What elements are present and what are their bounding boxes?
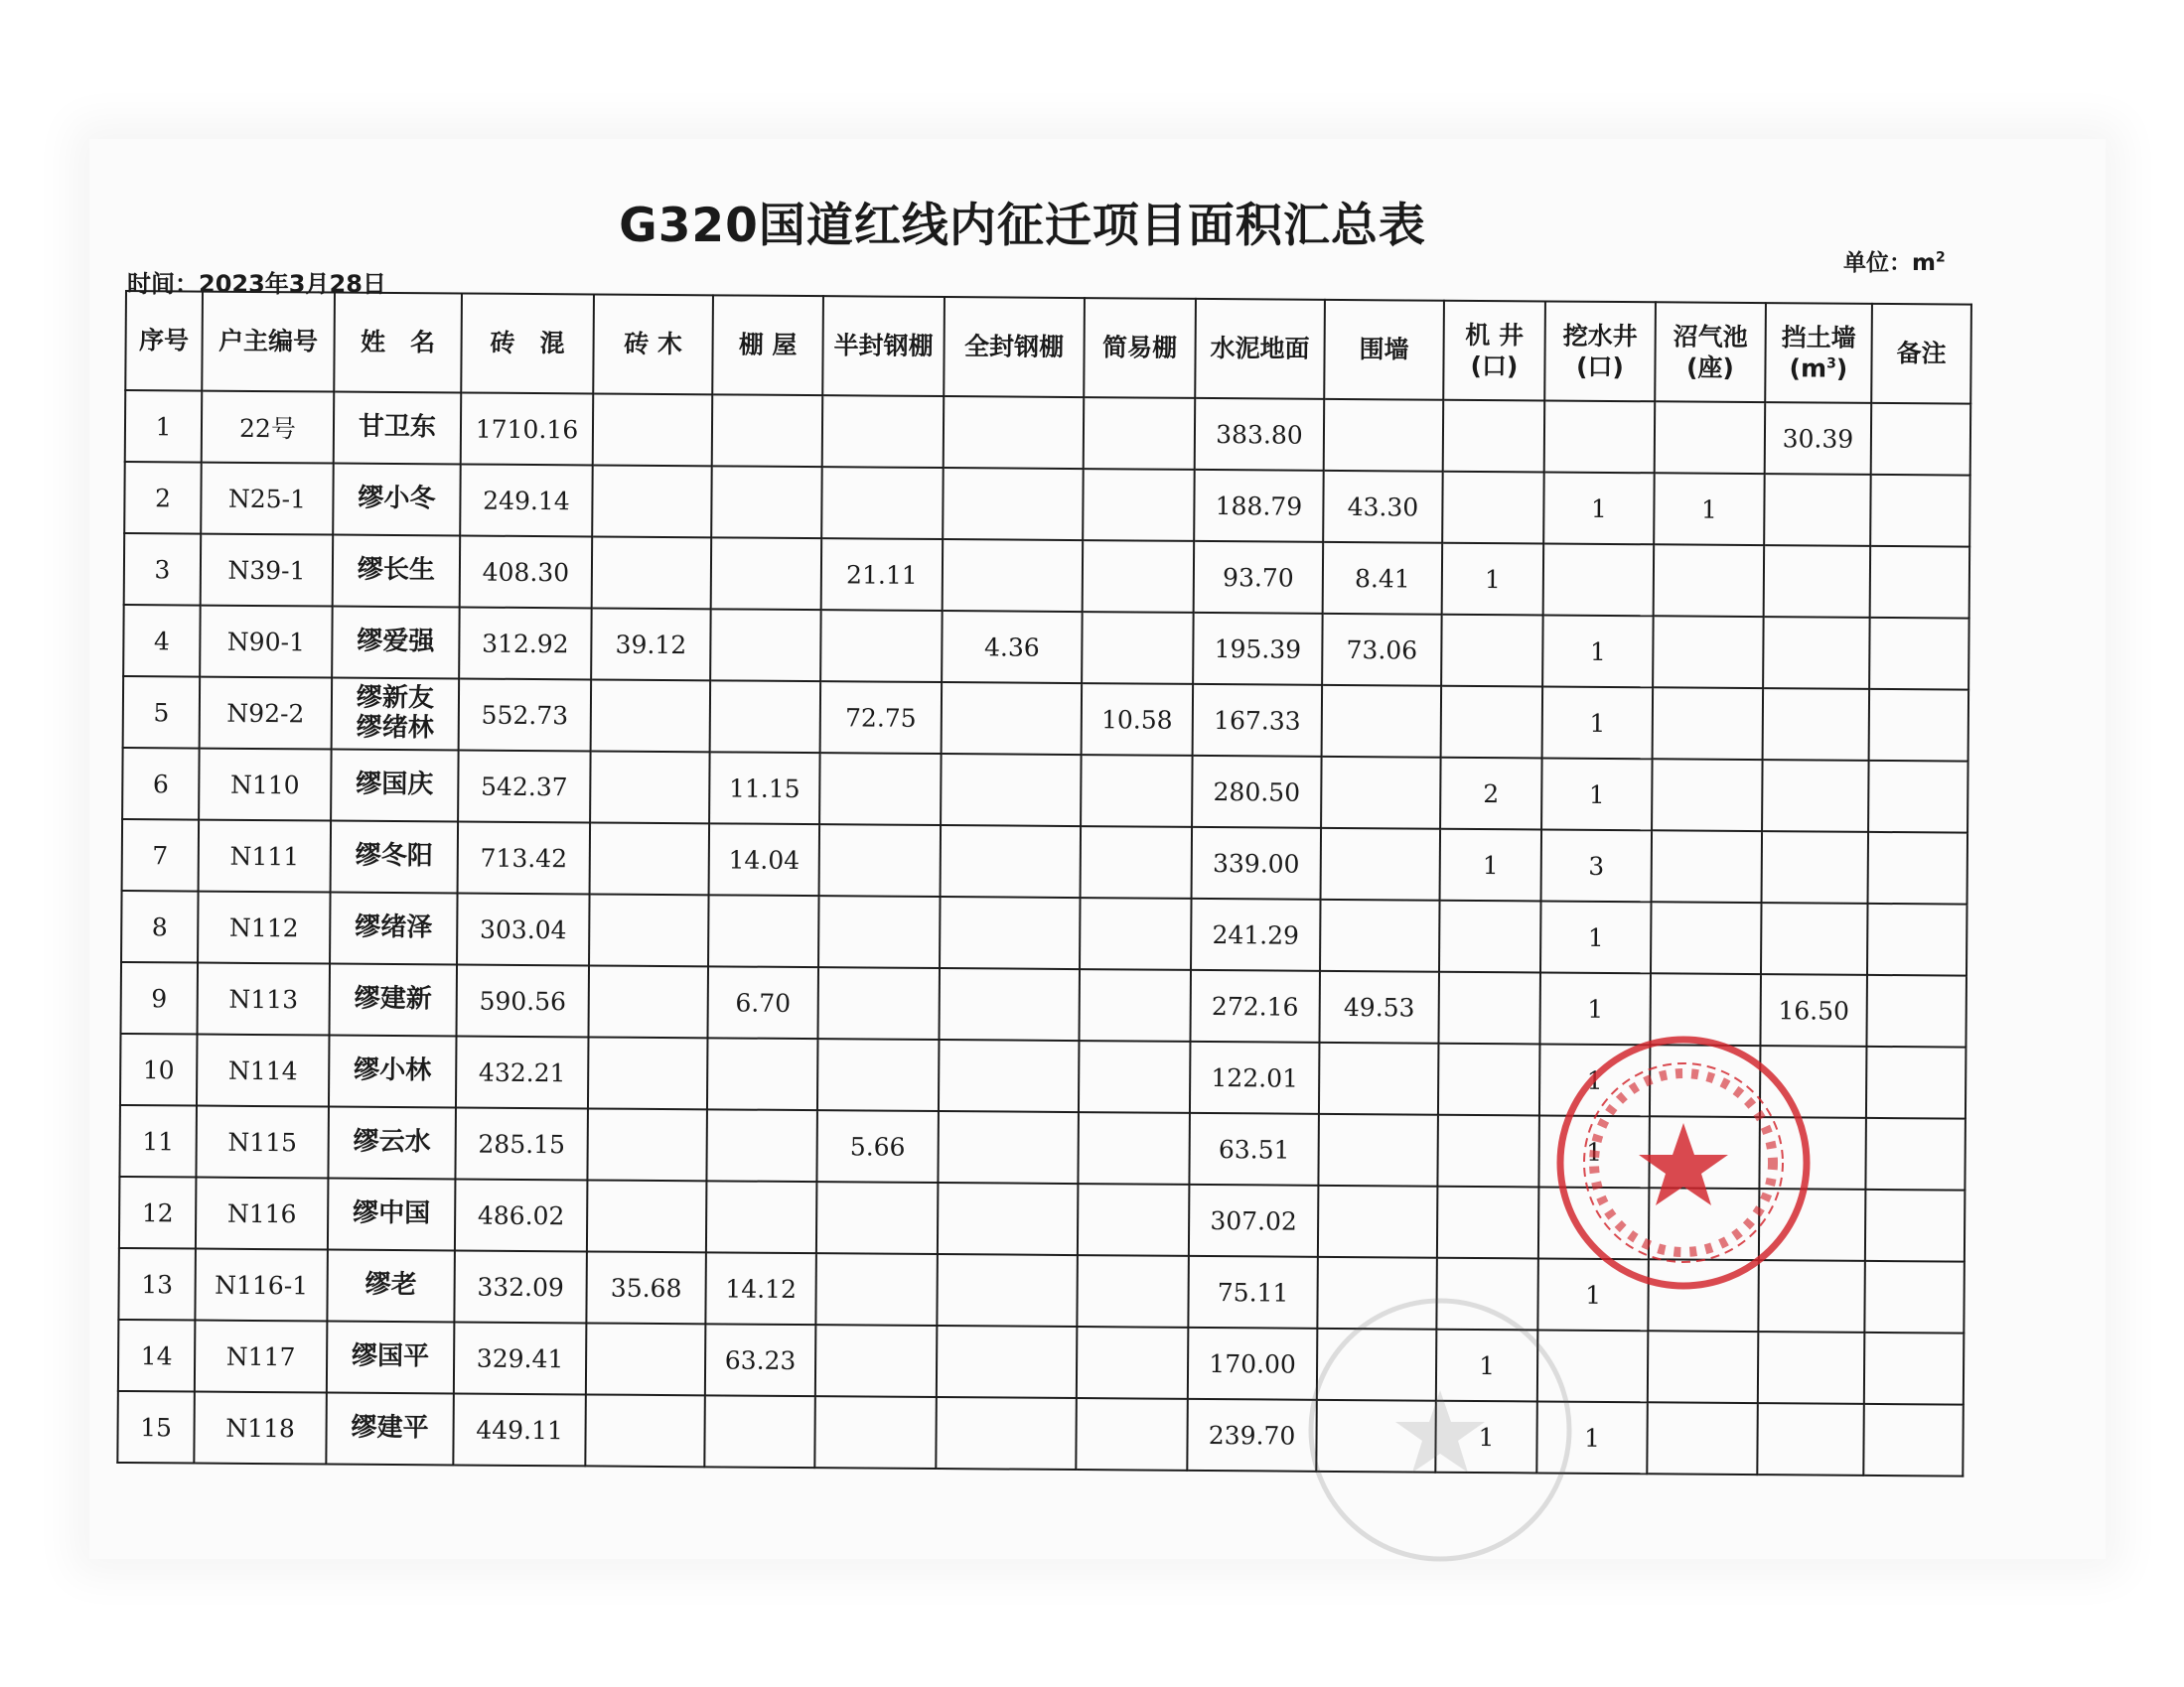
cell-half-sealed-steel-shed — [816, 1182, 939, 1254]
header-retaining-wall-unit — [1790, 353, 1848, 382]
header-remarks: 备注 — [1871, 304, 1971, 404]
cell-wall: 73.06 — [1322, 614, 1442, 686]
header-shed: 棚 屋 — [712, 295, 823, 395]
cell-dug-well — [1544, 400, 1656, 473]
cell-dug-well: 1 — [1542, 615, 1654, 687]
cell-full-sealed-steel-shed — [938, 1111, 1079, 1184]
cell-brick-concrete: 713.42 — [458, 821, 591, 894]
cell-simple-shed — [1077, 1255, 1189, 1328]
cell-shed — [710, 680, 821, 753]
cell-name: 缪爱强 — [332, 607, 460, 679]
document-title: G320国道红线内征迁项目面积汇总表 — [619, 199, 1426, 253]
cell-retaining-wall — [1764, 545, 1871, 618]
cell-full-sealed-steel-shed — [940, 897, 1081, 969]
cell-dug-well: 1 — [1537, 1258, 1649, 1331]
cell-dug-well: 1 — [1541, 758, 1653, 830]
cell-half-sealed-steel-shed — [821, 467, 944, 539]
cell-retaining-wall — [1758, 1332, 1865, 1404]
cell-brick-concrete: 285.15 — [455, 1107, 588, 1180]
cell-simple-shed — [1077, 1327, 1189, 1399]
cell-cement-ground: 93.70 — [1194, 541, 1324, 614]
cell-simple-shed — [1078, 1112, 1190, 1185]
cell-cement-ground: 383.80 — [1195, 398, 1325, 471]
cell-household-code: N90-1 — [200, 606, 333, 678]
cell-dug-well: 1 — [1540, 901, 1652, 973]
cell-index: 6 — [122, 748, 200, 820]
cell-name: 缪云水 — [328, 1107, 456, 1180]
cell-biogas-pit — [1651, 902, 1762, 974]
cell-shed — [711, 466, 822, 538]
header-machine-well: 机 井 (口) — [1443, 301, 1545, 401]
cell-biogas-pit — [1652, 759, 1763, 831]
cell-wall — [1318, 1114, 1438, 1187]
cell-index: 12 — [119, 1177, 197, 1249]
cell-remarks — [1868, 761, 1968, 833]
cell-brick-concrete: 552.73 — [459, 678, 592, 751]
cell-dug-well — [1537, 1330, 1649, 1402]
cell-wall — [1321, 757, 1441, 829]
cell-remarks — [1864, 1333, 1965, 1405]
cell-machine-well — [1437, 1187, 1539, 1259]
cell-shed — [706, 1109, 817, 1182]
cell-brick-wood — [592, 465, 712, 537]
cell-retaining-wall — [1759, 1117, 1866, 1190]
document-date: 时间：2023年3月28日 — [127, 270, 386, 298]
cell-household-code: N115 — [196, 1106, 329, 1179]
cell-half-sealed-steel-shed — [815, 1253, 938, 1326]
cell-household-code: N111 — [199, 820, 332, 893]
cell-name: 缪小冬 — [333, 464, 461, 536]
cell-household-code: N110 — [199, 749, 332, 821]
cell-retaining-wall — [1758, 1260, 1865, 1333]
unit-m-text: (m — [1789, 353, 1827, 383]
cell-full-sealed-steel-shed — [939, 968, 1080, 1041]
cell-dug-well: 1 — [1542, 686, 1654, 759]
table-row — [120, 1034, 1966, 1119]
table-row — [119, 1177, 1965, 1262]
cell-shed: 14.04 — [709, 823, 820, 896]
cell-brick-concrete: 312.92 — [459, 607, 592, 679]
cell-brick-wood — [590, 751, 710, 823]
cell-index: 11 — [119, 1105, 197, 1178]
header-retaining-wall — [1765, 303, 1872, 403]
cell-cement-ground: 170.00 — [1188, 1328, 1318, 1400]
cell-household-code: N39-1 — [201, 534, 334, 607]
cell-household-code: N25-1 — [201, 463, 334, 535]
cell-cement-ground: 241.29 — [1191, 899, 1321, 971]
cell-retaining-wall — [1762, 831, 1869, 904]
cell-machine-well: 1 — [1435, 1401, 1537, 1474]
table-row — [121, 891, 1966, 976]
table-row — [124, 462, 1969, 547]
cell-brick-concrete: 542.37 — [458, 750, 591, 822]
cell-remarks — [1866, 1047, 1966, 1119]
cell-simple-shed — [1079, 969, 1191, 1042]
unit-text: 单位：m — [1843, 250, 1936, 276]
cell-wall: 8.41 — [1323, 542, 1443, 615]
cell-index: 5 — [123, 676, 201, 749]
cell-machine-well: 2 — [1440, 758, 1542, 830]
cell-simple-shed — [1083, 469, 1195, 541]
cell-machine-well: 1 — [1442, 543, 1544, 616]
cell-retaining-wall — [1763, 688, 1870, 761]
cell-brick-wood — [590, 822, 710, 895]
unit-superscript: 2 — [1935, 249, 1946, 266]
cell-biogas-pit — [1650, 973, 1761, 1046]
cell-name: 缪新友 缪绪林 — [332, 678, 460, 751]
cell-shed — [708, 895, 819, 967]
cell-brick-concrete: 449.11 — [453, 1393, 586, 1466]
cell-name: 缪老 — [327, 1250, 455, 1323]
cell-brick-wood — [585, 1394, 705, 1467]
cell-dug-well: 1 — [1536, 1401, 1648, 1474]
cell-retaining-wall — [1761, 903, 1868, 975]
cell-wall — [1322, 685, 1442, 758]
cell-name: 缪中国 — [328, 1179, 456, 1251]
cell-index: 9 — [121, 962, 199, 1035]
cell-dug-well: 1 — [1543, 472, 1655, 544]
cell-machine-well — [1438, 972, 1540, 1045]
cell-remarks — [1865, 1190, 1966, 1262]
cell-brick-concrete: 303.04 — [457, 893, 590, 965]
cell-index: 7 — [122, 819, 200, 892]
cell-biogas-pit — [1653, 687, 1764, 760]
cell-machine-well — [1441, 686, 1543, 759]
cell-shed — [710, 609, 821, 681]
table-row — [117, 1391, 1963, 1476]
cell-biogas-pit — [1655, 401, 1766, 474]
cell-machine-well — [1438, 1044, 1540, 1116]
unit-label — [1843, 244, 1946, 277]
cell-biogas-pit — [1653, 616, 1764, 688]
cell-wall — [1319, 1043, 1439, 1115]
cell-household-code: N118 — [194, 1392, 327, 1465]
cell-index: 1 — [125, 390, 203, 463]
cell-shed: 63.23 — [705, 1324, 816, 1396]
table-row — [118, 1248, 1964, 1334]
cell-biogas-pit — [1649, 1188, 1760, 1260]
cell-retaining-wall — [1759, 1189, 1866, 1261]
cell-shed — [706, 1181, 817, 1253]
cell-brick-wood — [588, 965, 708, 1038]
cell-dug-well: 1 — [1538, 1115, 1650, 1188]
cell-biogas-pit — [1647, 1402, 1758, 1475]
cell-shed — [711, 537, 822, 610]
header-wall: 围墙 — [1324, 300, 1444, 400]
cell-cement-ground: 239.70 — [1187, 1399, 1317, 1472]
cell-wall — [1324, 399, 1444, 472]
cell-brick-concrete: 249.14 — [460, 464, 593, 536]
cell-half-sealed-steel-shed: 21.11 — [821, 538, 944, 611]
cell-name: 缪国平 — [327, 1322, 455, 1394]
table-row — [125, 390, 1970, 476]
cell-half-sealed-steel-shed — [814, 1396, 937, 1469]
cell-brick-wood — [593, 393, 713, 466]
cell-name: 缪绪泽 — [330, 893, 458, 965]
cell-dug-well — [1538, 1187, 1650, 1259]
cell-dug-well — [1543, 543, 1655, 616]
cell-brick-concrete: 332.09 — [454, 1250, 587, 1323]
header-full-sealed-steel-shed: 全封钢棚 — [944, 297, 1085, 397]
cell-biogas-pit — [1650, 1045, 1761, 1117]
header-cement-ground: 水泥地面 — [1195, 299, 1325, 399]
cell-half-sealed-steel-shed — [819, 824, 942, 897]
cell-name: 缪建平 — [326, 1393, 454, 1466]
cell-half-sealed-steel-shed: 5.66 — [816, 1110, 939, 1183]
area-summary-table — [116, 290, 1972, 1477]
cell-half-sealed-steel-shed — [818, 896, 941, 968]
cell-retaining-wall — [1757, 1403, 1864, 1476]
table-row — [122, 748, 1967, 833]
cell-biogas-pit — [1648, 1259, 1759, 1332]
cell-simple-shed — [1081, 826, 1193, 899]
cell-index: 14 — [118, 1320, 196, 1392]
cell-dug-well: 1 — [1539, 972, 1651, 1045]
cell-brick-concrete: 408.30 — [460, 535, 593, 608]
cell-index: 13 — [118, 1248, 196, 1321]
cell-name: 缪小林 — [329, 1036, 457, 1108]
cell-brick-wood — [592, 536, 712, 609]
cell-machine-well — [1442, 472, 1544, 544]
header-brick-concrete: 砖 混 — [461, 293, 594, 393]
cell-household-code: N113 — [198, 963, 331, 1036]
cell-remarks — [1871, 403, 1971, 476]
cell-remarks — [1868, 832, 1968, 905]
table-row — [122, 819, 1967, 905]
cell-brick-wood: 39.12 — [591, 608, 711, 680]
cell-name: 缪建新 — [330, 964, 458, 1037]
cell-shed: 14.12 — [705, 1252, 816, 1325]
cell-simple-shed — [1082, 612, 1194, 684]
table-row — [124, 533, 1969, 619]
cell-household-code: N116 — [196, 1178, 329, 1250]
cell-wall — [1317, 1329, 1437, 1401]
cell-cement-ground: 272.16 — [1190, 970, 1320, 1043]
header-index: 序号 — [125, 291, 203, 391]
cell-shed — [704, 1395, 815, 1468]
cell-full-sealed-steel-shed — [939, 1040, 1080, 1112]
header-name: 姓 名 — [334, 293, 462, 393]
cell-wall — [1316, 1400, 1436, 1473]
cell-remarks — [1869, 618, 1969, 690]
cell-full-sealed-steel-shed — [943, 539, 1084, 612]
cell-brick-concrete: 590.56 — [457, 964, 590, 1037]
cell-wall — [1321, 828, 1441, 901]
cell-brick-concrete: 329.41 — [454, 1322, 587, 1394]
cell-simple-shed: 10.58 — [1082, 683, 1194, 756]
cell-simple-shed — [1078, 1184, 1190, 1256]
cell-full-sealed-steel-shed — [937, 1254, 1078, 1327]
cell-household-code: 22号 — [202, 391, 335, 464]
header-dug-well: 挖水井 (口) — [1544, 301, 1656, 401]
cell-name: 缪长生 — [333, 535, 461, 608]
cell-household-code: N92-2 — [200, 677, 333, 750]
cell-biogas-pit: 1 — [1654, 473, 1765, 545]
cell-index: 8 — [121, 891, 199, 963]
cell-shed: 11.15 — [709, 752, 820, 824]
cell-remarks — [1869, 689, 1969, 762]
cell-household-code: N117 — [195, 1321, 328, 1393]
cell-remarks — [1866, 975, 1966, 1048]
cell-full-sealed-steel-shed — [937, 1326, 1078, 1398]
table-row — [123, 605, 1968, 690]
cell-machine-well — [1436, 1258, 1538, 1331]
cell-index: 4 — [123, 605, 201, 677]
cell-household-code: N112 — [198, 892, 331, 964]
cell-biogas-pit — [1649, 1116, 1760, 1189]
cell-index: 10 — [120, 1034, 198, 1106]
cell-half-sealed-steel-shed — [817, 967, 940, 1040]
table-header — [125, 291, 1971, 404]
header-brick-wood: 砖 木 — [593, 294, 713, 394]
cell-name: 缪冬阳 — [331, 821, 459, 894]
cell-brick-concrete: 1710.16 — [461, 392, 594, 465]
cell-cement-ground: 195.39 — [1193, 613, 1323, 685]
cell-remarks — [1865, 1118, 1966, 1191]
cell-cement-ground: 63.51 — [1189, 1113, 1319, 1186]
cell-brick-wood — [591, 679, 711, 752]
table-row — [119, 1105, 1965, 1191]
cell-machine-well: 1 — [1440, 829, 1542, 902]
cell-simple-shed — [1081, 755, 1193, 827]
cell-full-sealed-steel-shed — [938, 1183, 1079, 1255]
cell-wall — [1317, 1257, 1437, 1330]
cell-simple-shed — [1079, 1041, 1191, 1113]
cell-retaining-wall: 16.50 — [1760, 974, 1867, 1047]
cell-wall: 43.30 — [1323, 471, 1443, 543]
table-body — [117, 390, 1970, 1476]
unit-close-paren: ) — [1835, 353, 1848, 383]
cell-cement-ground: 122.01 — [1190, 1042, 1320, 1114]
cell-brick-wood: 35.68 — [586, 1251, 706, 1324]
cell-full-sealed-steel-shed — [941, 754, 1082, 826]
cell-retaining-wall — [1764, 474, 1871, 546]
table-row — [118, 1320, 1964, 1405]
cell-shed: 6.70 — [707, 966, 818, 1039]
cell-biogas-pit — [1654, 544, 1765, 617]
cell-cement-ground: 339.00 — [1192, 827, 1322, 900]
cell-cement-ground: 280.50 — [1192, 756, 1322, 828]
header-simple-shed: 简易棚 — [1084, 298, 1196, 398]
cell-remarks — [1863, 1404, 1964, 1476]
table-row — [121, 962, 1966, 1048]
cell-remarks — [1867, 904, 1967, 976]
cell-full-sealed-steel-shed — [942, 682, 1083, 755]
cell-brick-wood — [587, 1108, 707, 1181]
cell-household-code: N114 — [197, 1035, 330, 1107]
cell-biogas-pit — [1652, 830, 1763, 903]
cell-machine-well — [1443, 400, 1545, 473]
cell-cement-ground: 307.02 — [1189, 1185, 1319, 1257]
unit-cube-superscript: 3 — [1826, 355, 1836, 372]
cell-simple-shed — [1083, 540, 1195, 613]
header-retaining-wall-label: 挡土墙 — [1781, 322, 1856, 352]
cell-brick-concrete: 432.21 — [456, 1036, 589, 1108]
cell-name: 缪国庆 — [331, 750, 459, 822]
cell-dug-well: 3 — [1541, 829, 1653, 902]
cell-remarks — [1864, 1261, 1965, 1334]
cell-cement-ground: 188.79 — [1194, 470, 1324, 542]
cell-wall — [1320, 900, 1440, 972]
cell-retaining-wall: 30.39 — [1765, 402, 1872, 475]
cell-index: 3 — [124, 533, 202, 606]
cell-half-sealed-steel-shed — [819, 753, 942, 825]
cell-simple-shed — [1076, 1398, 1188, 1471]
cell-wall: 49.53 — [1319, 971, 1439, 1044]
cell-half-sealed-steel-shed — [820, 610, 943, 682]
cell-retaining-wall — [1762, 760, 1869, 832]
cell-index: 2 — [124, 462, 202, 534]
cell-cement-ground: 167.33 — [1193, 684, 1323, 757]
cell-simple-shed — [1084, 397, 1196, 470]
cell-simple-shed — [1080, 898, 1192, 970]
header-household-code: 户主编号 — [202, 292, 335, 392]
cell-half-sealed-steel-shed — [817, 1039, 940, 1111]
header-half-sealed-steel-shed: 半封钢棚 — [822, 296, 945, 396]
cell-half-sealed-steel-shed: 72.75 — [820, 681, 943, 754]
cell-full-sealed-steel-shed — [944, 396, 1085, 469]
cell-brick-concrete: 486.02 — [455, 1179, 588, 1251]
cell-full-sealed-steel-shed — [943, 468, 1084, 540]
cell-full-sealed-steel-shed — [936, 1397, 1077, 1470]
cell-machine-well — [1439, 901, 1541, 973]
cell-household-code: N116-1 — [195, 1249, 328, 1322]
cell-brick-wood — [587, 1180, 707, 1252]
cell-retaining-wall — [1763, 617, 1870, 689]
cell-retaining-wall — [1760, 1046, 1867, 1118]
cell-machine-well: 1 — [1436, 1330, 1538, 1402]
table-row — [123, 676, 1968, 762]
cell-dug-well: 1 — [1539, 1044, 1651, 1116]
cell-machine-well — [1441, 615, 1543, 687]
cell-full-sealed-steel-shed — [941, 825, 1082, 898]
cell-shed — [712, 394, 823, 467]
cell-index: 15 — [117, 1391, 195, 1464]
cell-shed — [707, 1038, 818, 1110]
cell-brick-wood — [588, 1037, 708, 1109]
cell-brick-wood — [586, 1323, 706, 1395]
cell-biogas-pit — [1648, 1331, 1759, 1403]
cell-full-sealed-steel-shed: 4.36 — [942, 611, 1083, 683]
cell-name: 甘卫东 — [334, 392, 462, 465]
cell-wall — [1318, 1186, 1438, 1258]
cell-half-sealed-steel-shed — [822, 395, 945, 468]
header-biogas-pit: 沼气池 (座) — [1655, 302, 1766, 402]
header-row — [125, 291, 1971, 404]
cell-remarks — [1870, 546, 1970, 619]
cell-remarks — [1870, 475, 1970, 547]
cell-half-sealed-steel-shed — [815, 1325, 938, 1397]
cell-cement-ground: 75.11 — [1188, 1256, 1318, 1329]
cell-brick-wood — [589, 894, 709, 966]
cell-machine-well — [1437, 1115, 1539, 1188]
